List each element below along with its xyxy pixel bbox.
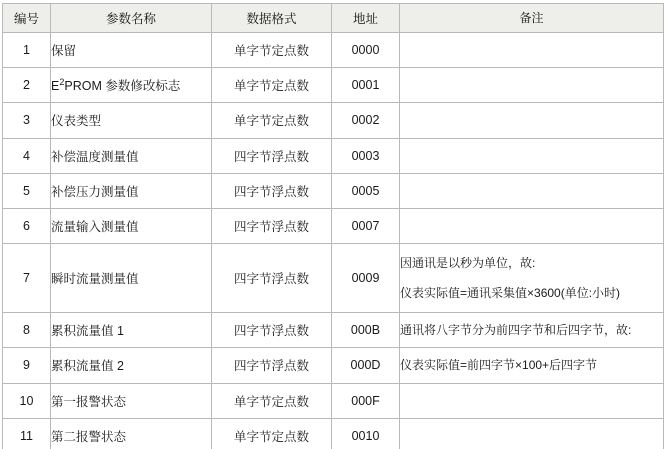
- cell-format: 四字节浮点数: [212, 348, 332, 383]
- table-header: [3, 4, 664, 33]
- cell-note: [400, 138, 664, 173]
- cell-note: [400, 244, 664, 313]
- modbus-parameter-table: [2, 3, 664, 449]
- table-row: [3, 138, 664, 173]
- cell-name: 累积流量值 2: [51, 348, 212, 383]
- cell-note: 通讯将八字节分为前四字节和后四字节，故:: [400, 313, 664, 348]
- cell-format: 单字节定点数: [212, 418, 332, 449]
- cell-no: 5: [3, 173, 51, 208]
- cell-address: 000D: [332, 348, 400, 383]
- column-header-name: 参数名称: [51, 4, 212, 33]
- cell-format: 单字节定点数: [212, 103, 332, 138]
- cell-note: [400, 383, 664, 418]
- cell-name: 补偿温度测量值: [51, 138, 212, 173]
- cell-note: [400, 173, 664, 208]
- cell-name: 补偿压力测量值: [51, 173, 212, 208]
- cell-no: 10: [3, 383, 51, 418]
- cell-name: 保留: [51, 33, 212, 68]
- cell-address: 000F: [332, 383, 400, 418]
- table-row: [3, 173, 664, 208]
- column-header-no: 编号: [3, 4, 51, 33]
- cell-format: 单字节定点数: [212, 383, 332, 418]
- cell-no: 1: [3, 33, 51, 68]
- cell-address: 0000: [332, 33, 400, 68]
- cell-no: 8: [3, 313, 51, 348]
- cell-format: 四字节浮点数: [212, 173, 332, 208]
- cell-note: [400, 418, 664, 449]
- cell-name: 累积流量值 1: [51, 313, 212, 348]
- cell-no: 11: [3, 418, 51, 449]
- cell-address: 0010: [332, 418, 400, 449]
- cell-address: 0009: [332, 244, 400, 313]
- column-header-note: 备注: [400, 4, 664, 33]
- cell-name: 第一报警状态: [51, 383, 212, 418]
- cell-address: 0007: [332, 208, 400, 243]
- table-row: [3, 103, 664, 138]
- cell-name: [51, 68, 212, 103]
- table-row: [3, 418, 664, 449]
- cell-address: 0001: [332, 68, 400, 103]
- cell-no: 4: [3, 138, 51, 173]
- cell-note: 仪表实际值=前四字节×100+后四字节: [400, 348, 664, 383]
- table-row: [3, 244, 664, 313]
- cell-no: 3: [3, 103, 51, 138]
- cell-name-prefix: E: [51, 79, 60, 94]
- cell-name: 仪表类型: [51, 103, 212, 138]
- column-header-address: 地址: [332, 4, 400, 33]
- cell-address: 000B: [332, 313, 400, 348]
- note-line: 仪表实际值=通讯采集值×3600(单位:小时): [400, 285, 621, 300]
- cell-format: 单字节定点数: [212, 68, 332, 103]
- table-row: [3, 68, 664, 103]
- cell-format: 四字节浮点数: [212, 208, 332, 243]
- cell-no: 9: [3, 348, 51, 383]
- cell-name: 第二报警状态: [51, 418, 212, 449]
- table-row: [3, 383, 664, 418]
- cell-format: 四字节浮点数: [212, 138, 332, 173]
- cell-format: 单字节定点数: [212, 33, 332, 68]
- cell-no: 2: [3, 68, 51, 103]
- cell-note: [400, 103, 664, 138]
- cell-name: 流量输入测量值: [51, 208, 212, 243]
- cell-note: [400, 208, 664, 243]
- cell-note: [400, 68, 664, 103]
- cell-address: 0005: [332, 173, 400, 208]
- cell-name-suffix: PROM 参数修改标志: [64, 79, 181, 94]
- table-row: [3, 348, 664, 383]
- cell-format: 四字节浮点数: [212, 313, 332, 348]
- cell-name-superscript: 2: [59, 77, 65, 88]
- note-line: 因通讯是以秒为单位，故:: [400, 256, 536, 271]
- cell-name: 瞬时流量测量值: [51, 244, 212, 313]
- cell-note: [400, 33, 664, 68]
- cell-address: 0002: [332, 103, 400, 138]
- table-row: [3, 208, 664, 243]
- table-row: [3, 33, 664, 68]
- cell-no: 7: [3, 244, 51, 313]
- column-header-format: 数据格式: [212, 4, 332, 33]
- cell-address: 0003: [332, 138, 400, 173]
- table-row: [3, 313, 664, 348]
- cell-no: 6: [3, 208, 51, 243]
- cell-format: 四字节浮点数: [212, 244, 332, 313]
- table-body: [3, 33, 664, 449]
- table-header-row: [3, 4, 664, 33]
